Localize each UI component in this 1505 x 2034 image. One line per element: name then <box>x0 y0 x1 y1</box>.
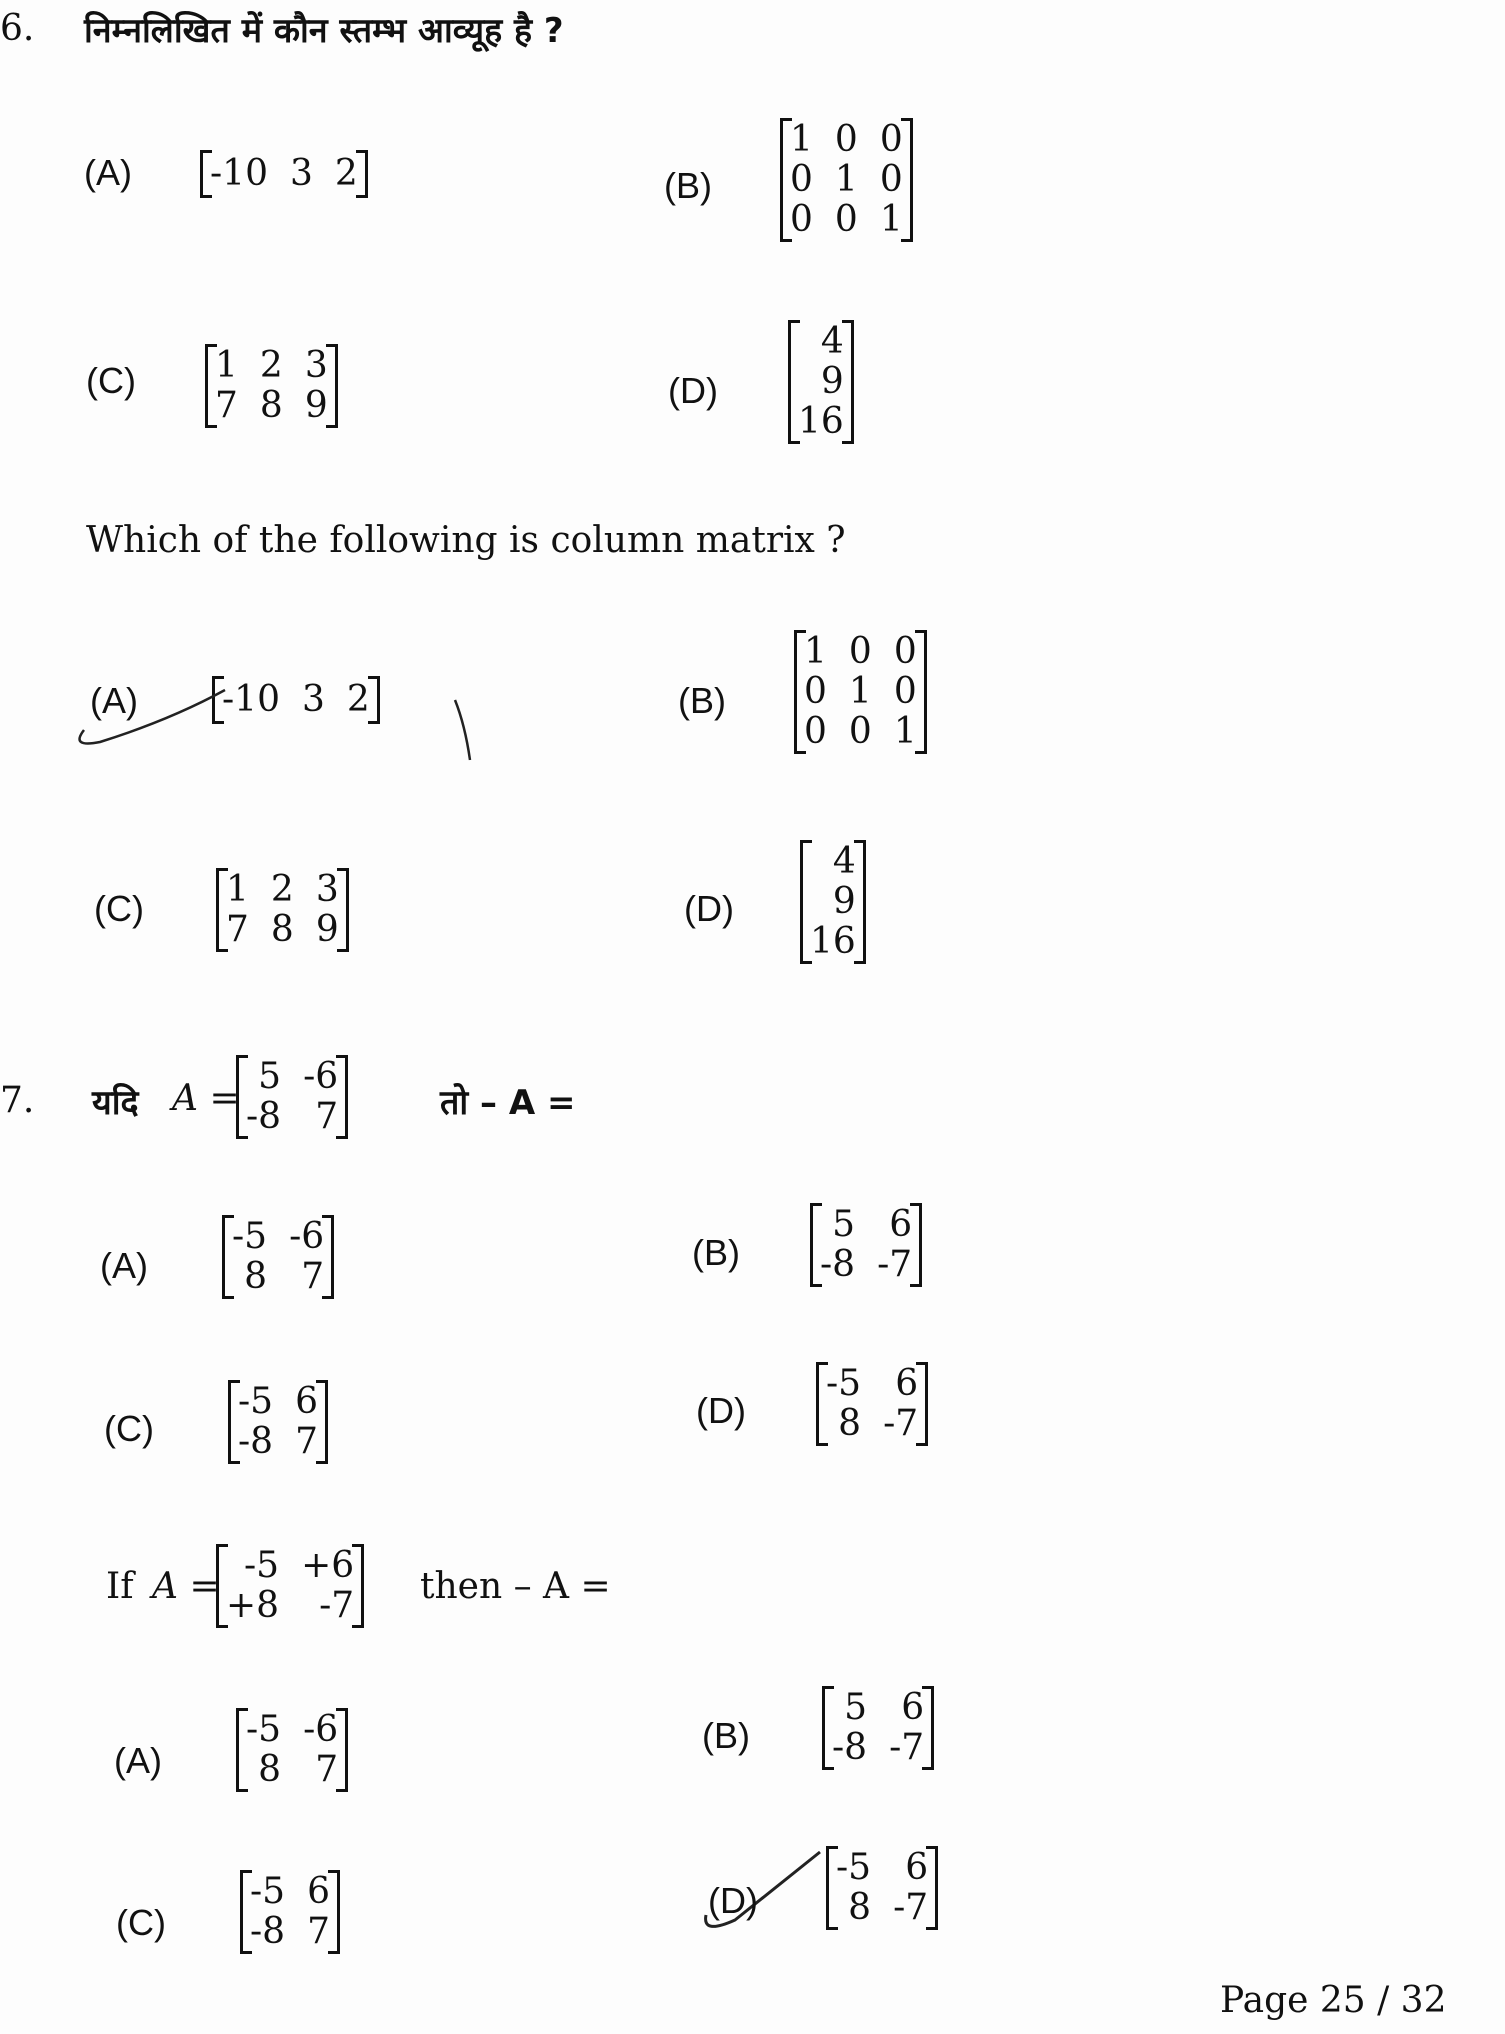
matrix-cell: 0 <box>848 631 872 672</box>
matrix-cell: 9 <box>315 909 339 950</box>
matrix <box>816 1362 928 1446</box>
matrix-cell: 2 <box>270 869 294 910</box>
matrix-cell: 4 <box>832 841 856 882</box>
question-text-english-prefix: If <box>106 1566 134 1607</box>
matrix-cell: -5 <box>238 1381 274 1422</box>
matrix-cell: 0 <box>893 671 917 712</box>
matrix-cell: 8 <box>258 1749 282 1790</box>
option-label: (D) <box>696 1390 746 1431</box>
matrix-cell: 6 <box>295 1381 318 1422</box>
option-label: (B) <box>664 165 712 206</box>
matrix-cell: 1 <box>893 711 917 752</box>
matrix-cell: -7 <box>877 1244 913 1285</box>
matrix <box>228 1380 328 1464</box>
matrix-cell: -7 <box>319 1585 355 1626</box>
matrix <box>810 1203 922 1287</box>
matrix-cell: 8 <box>838 1403 862 1444</box>
matrix-cell: -7 <box>889 1727 925 1768</box>
matrix-cell: 7 <box>315 1096 339 1137</box>
matrix-cell: 7 <box>295 1421 318 1462</box>
matrix-cell: 0 <box>790 159 813 200</box>
matrix-cell: 0 <box>848 711 872 752</box>
matrix-cell: 8 <box>848 1887 872 1928</box>
question-text-hindi-prefix: यदि <box>92 1083 139 1123</box>
matrix-cell: -10 <box>222 679 280 720</box>
matrix-cell: 8 <box>259 385 283 426</box>
option-label: (B) <box>702 1715 750 1756</box>
matrix <box>236 1708 348 1792</box>
matrix-cell: 1 <box>215 345 238 386</box>
matrix <box>826 1846 938 1930</box>
matrix-cell: 8 <box>270 909 294 950</box>
question-text-hindi-suffix: तो – A = <box>440 1083 576 1123</box>
matrix-cell: 3 <box>289 153 313 194</box>
matrix-cell: 3 <box>301 679 325 720</box>
question-text-english-suffix: then – A = <box>420 1566 611 1607</box>
option-label: (A) <box>100 1245 148 1286</box>
matrix-cell: -5 <box>250 1871 286 1912</box>
matrix-cell: -5 <box>244 1545 280 1586</box>
matrix-cell: 2 <box>346 679 370 720</box>
matrix-cell: 9 <box>304 385 328 426</box>
matrix-cell: -8 <box>832 1727 868 1768</box>
matrix-cell: 2 <box>334 153 358 194</box>
matrix-cell: -8 <box>246 1096 282 1137</box>
matrix-cell: -6 <box>303 1056 339 1097</box>
matrix-cell: 6 <box>889 1204 913 1245</box>
matrix-cell: 8 <box>244 1256 268 1297</box>
option-label: (C) <box>116 1902 166 1943</box>
option-label: (C) <box>86 360 136 401</box>
matrix-cell: 0 <box>834 199 858 240</box>
matrix-cell: 1 <box>804 631 827 672</box>
matrix-cell: -10 <box>210 153 268 194</box>
matrix-cell: -5 <box>836 1847 872 1888</box>
option-label: (D) <box>668 370 718 411</box>
matrix <box>822 1686 934 1770</box>
matrix <box>240 1870 340 1954</box>
question-number: 6. <box>0 8 35 49</box>
variable-label: A = <box>172 1078 240 1119</box>
matrix-cell: 1 <box>879 199 903 240</box>
matrix <box>236 1055 348 1139</box>
matrix-cell: 5 <box>258 1056 282 1097</box>
matrix-cell: +8 <box>226 1585 280 1626</box>
option-label: (A) <box>90 680 138 721</box>
matrix-cell: 0 <box>804 711 827 752</box>
option-label-selected: (D) <box>708 1880 758 1921</box>
matrix-cell: 7 <box>215 385 238 426</box>
matrix-cell: 16 <box>798 401 844 442</box>
option-label: (A) <box>114 1740 162 1781</box>
matrix <box>216 1544 364 1628</box>
matrix-cell: 3 <box>304 345 328 386</box>
matrix-cell: 3 <box>315 869 339 910</box>
matrix-cell: 0 <box>834 119 858 160</box>
matrix-cell: 7 <box>315 1749 339 1790</box>
matrix-cell: 5 <box>844 1687 868 1728</box>
matrix-cell: 0 <box>804 671 827 712</box>
matrix-cell: 5 <box>832 1204 856 1245</box>
matrix-cell: 1 <box>848 671 872 712</box>
matrix-cell: 7 <box>307 1911 330 1952</box>
matrix-cell: 0 <box>893 631 917 672</box>
matrix-cell: -7 <box>893 1887 929 1928</box>
matrix <box>222 1215 334 1299</box>
variable-label: A = <box>152 1566 220 1607</box>
matrix-cell: -5 <box>246 1709 282 1750</box>
matrix-cell: 1 <box>226 869 249 910</box>
option-label: (B) <box>692 1232 740 1273</box>
matrix-cell: 0 <box>879 119 903 160</box>
matrix-cell: -5 <box>232 1216 268 1257</box>
matrix-cell: +6 <box>301 1545 355 1586</box>
matrix-cell: 2 <box>259 345 283 386</box>
question-text-english: Which of the following is column matrix ? <box>86 520 846 561</box>
matrix-cell: 4 <box>820 321 844 362</box>
matrix-cell: 6 <box>307 1871 330 1912</box>
question-number: 7. <box>0 1080 35 1121</box>
matrix-cell: 0 <box>790 199 813 240</box>
matrix-cell: 7 <box>226 909 249 950</box>
page-number: Page 25 / 32 <box>1220 1980 1447 2021</box>
matrix-cell: -8 <box>820 1244 856 1285</box>
matrix-cell: 1 <box>790 119 813 160</box>
matrix-cell: 1 <box>834 159 858 200</box>
matrix-cell: -8 <box>238 1421 274 1462</box>
matrix-cell: 16 <box>810 921 856 962</box>
matrix-cell: 9 <box>820 361 844 402</box>
matrix-cell: -6 <box>289 1216 325 1257</box>
option-label: (D) <box>684 888 734 929</box>
matrix-cell: -6 <box>303 1709 339 1750</box>
matrix-cell: 6 <box>901 1687 925 1728</box>
matrix-cell: -7 <box>883 1403 919 1444</box>
option-label: (C) <box>104 1408 154 1449</box>
matrix-cell: 0 <box>879 159 903 200</box>
matrix-cell: -8 <box>250 1911 286 1952</box>
matrix-cell: 6 <box>905 1847 929 1888</box>
matrix-cell: 9 <box>832 881 856 922</box>
option-label: (A) <box>84 152 132 193</box>
option-label: (B) <box>678 680 726 721</box>
matrix-cell: 6 <box>895 1363 919 1404</box>
option-label: (C) <box>94 888 144 929</box>
question-text-hindi: निम्नलिखित में कौन स्तम्भ आव्यूह है ? <box>84 11 564 51</box>
matrix-cell: -5 <box>826 1363 862 1404</box>
matrix-cell: 7 <box>301 1256 325 1297</box>
